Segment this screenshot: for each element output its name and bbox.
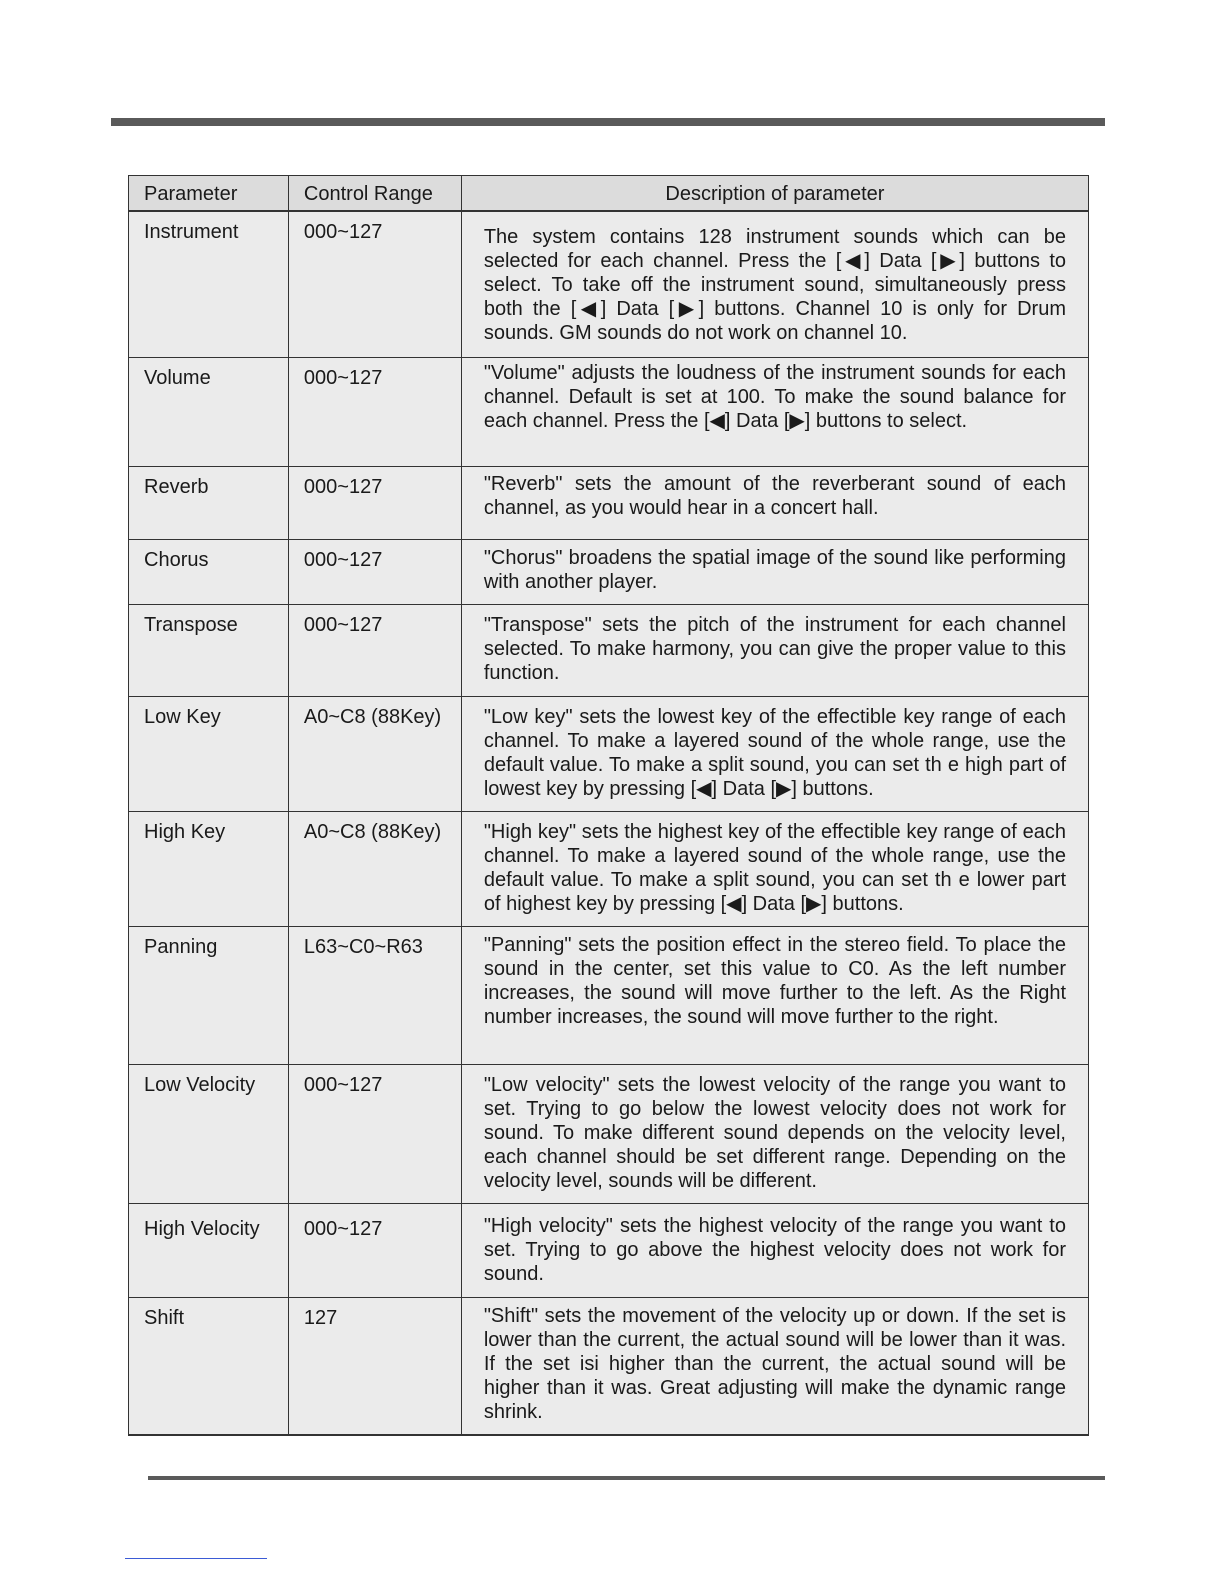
parameter-description: "Reverb" sets the amount of the reverberant sound of each channel, as you would hear in a concert hall. bbox=[461, 466, 1088, 539]
column-header-control-range: Control Range bbox=[288, 176, 461, 212]
parameter-name: Volume bbox=[129, 357, 289, 466]
control-range: 000~127 bbox=[288, 211, 461, 357]
parameter-description: "High key" sets the highest key of the effectible key range of each channel. To make a layered sound of the whole range, use the default value. To make a split sound, you can set th e lower part of highest key by pressing [◀] Data [▶] buttons. bbox=[461, 811, 1088, 926]
parameter-name: High Key bbox=[129, 811, 289, 926]
table-row bbox=[129, 811, 1089, 926]
parameter-name: Low Key bbox=[129, 696, 289, 811]
header-rule bbox=[111, 118, 1105, 126]
parameter-description: "Chorus" broadens the spatial image of the sound like performing with another player. bbox=[461, 539, 1088, 604]
table-row bbox=[129, 1203, 1089, 1297]
parameter-description: "Transpose" sets the pitch of the instrument for each channel selected. To make harmony, you can give the proper value to this function. bbox=[461, 604, 1088, 696]
parameter-name: Panning bbox=[129, 926, 289, 1064]
parameter-name: High Velocity bbox=[129, 1203, 289, 1297]
column-header-parameter: Parameter bbox=[129, 176, 289, 212]
parameter-name: Transpose bbox=[129, 604, 289, 696]
control-range: 000~127 bbox=[288, 466, 461, 539]
parameter-description: "Panning" sets the position effect in the stereo field. To place the sound in the center, set this value to C0. As the left number increases, the sound will move further to the left. As the Right number increases, the sound will move further to the right. bbox=[461, 926, 1088, 1064]
control-range: 000~127 bbox=[288, 357, 461, 466]
control-range: A0~C8 (88Key) bbox=[288, 811, 461, 926]
control-range: 000~127 bbox=[288, 1203, 461, 1297]
table-row bbox=[129, 466, 1089, 539]
control-range: L63~C0~R63 bbox=[288, 926, 461, 1064]
table-row bbox=[129, 211, 1089, 357]
parameter-table bbox=[128, 175, 1089, 1436]
table-row bbox=[129, 1064, 1089, 1203]
parameter-description: "High velocity" sets the highest velocity of the range you want to set. Trying to go above the highest velocity does not work for sound. bbox=[461, 1203, 1088, 1297]
table-row bbox=[129, 926, 1089, 1064]
footer-rule bbox=[148, 1476, 1105, 1480]
footer-link-underline bbox=[125, 1558, 267, 1559]
parameter-description: The system contains 128 instrument sounds which can be selected for each channel. Press the [◀] Data [▶] buttons to select. To take off the instrument sound, simultaneously press both the [◀] Data [▶] buttons. Channel 10 is only for Drum sounds. GM sounds do not work on channel 10. bbox=[461, 211, 1088, 357]
control-range: 127 bbox=[288, 1297, 461, 1435]
table-row bbox=[129, 604, 1089, 696]
table-row bbox=[129, 696, 1089, 811]
control-range: A0~C8 (88Key) bbox=[288, 696, 461, 811]
parameter-description: "Shift" sets the movement of the velocity up or down. If the set is lower than the current, the actual sound will be lower than it was. If the set isi higher than the current, the actual sound will be higher than it was. Great adjusting will make the dynamic range shrink. bbox=[461, 1297, 1088, 1435]
table-row bbox=[129, 357, 1089, 466]
table-header-row bbox=[129, 176, 1089, 212]
column-header-description: Description of parameter bbox=[461, 176, 1088, 212]
parameter-name: Low Velocity bbox=[129, 1064, 289, 1203]
parameter-description: "Volume" adjusts the loudness of the instrument sounds for each channel. Default is set at 100. To make the sound balance for each channel. Press the [◀] Data [▶] buttons to select. bbox=[461, 357, 1088, 466]
parameter-name: Reverb bbox=[129, 466, 289, 539]
parameter-name: Chorus bbox=[129, 539, 289, 604]
parameter-name: Instrument bbox=[129, 211, 289, 357]
table-row bbox=[129, 1297, 1089, 1435]
parameter-name: Shift bbox=[129, 1297, 289, 1435]
control-range: 000~127 bbox=[288, 604, 461, 696]
control-range: 000~127 bbox=[288, 1064, 461, 1203]
table-row bbox=[129, 539, 1089, 604]
control-range: 000~127 bbox=[288, 539, 461, 604]
parameter-description: "Low key" sets the lowest key of the effectible key range of each channel. To make a layered sound of the whole range, use the default value. To make a split sound, you can set th e high part of lowest key by pressing [◀] Data [▶] buttons. bbox=[461, 696, 1088, 811]
parameter-description: "Low velocity" sets the lowest velocity of the range you want to set. Trying to go below the lowest velocity does not work for sound. To make different sound depends on the velocity level, each channel should be set different range. Depending on the velocity level, sounds will be different. bbox=[461, 1064, 1088, 1203]
